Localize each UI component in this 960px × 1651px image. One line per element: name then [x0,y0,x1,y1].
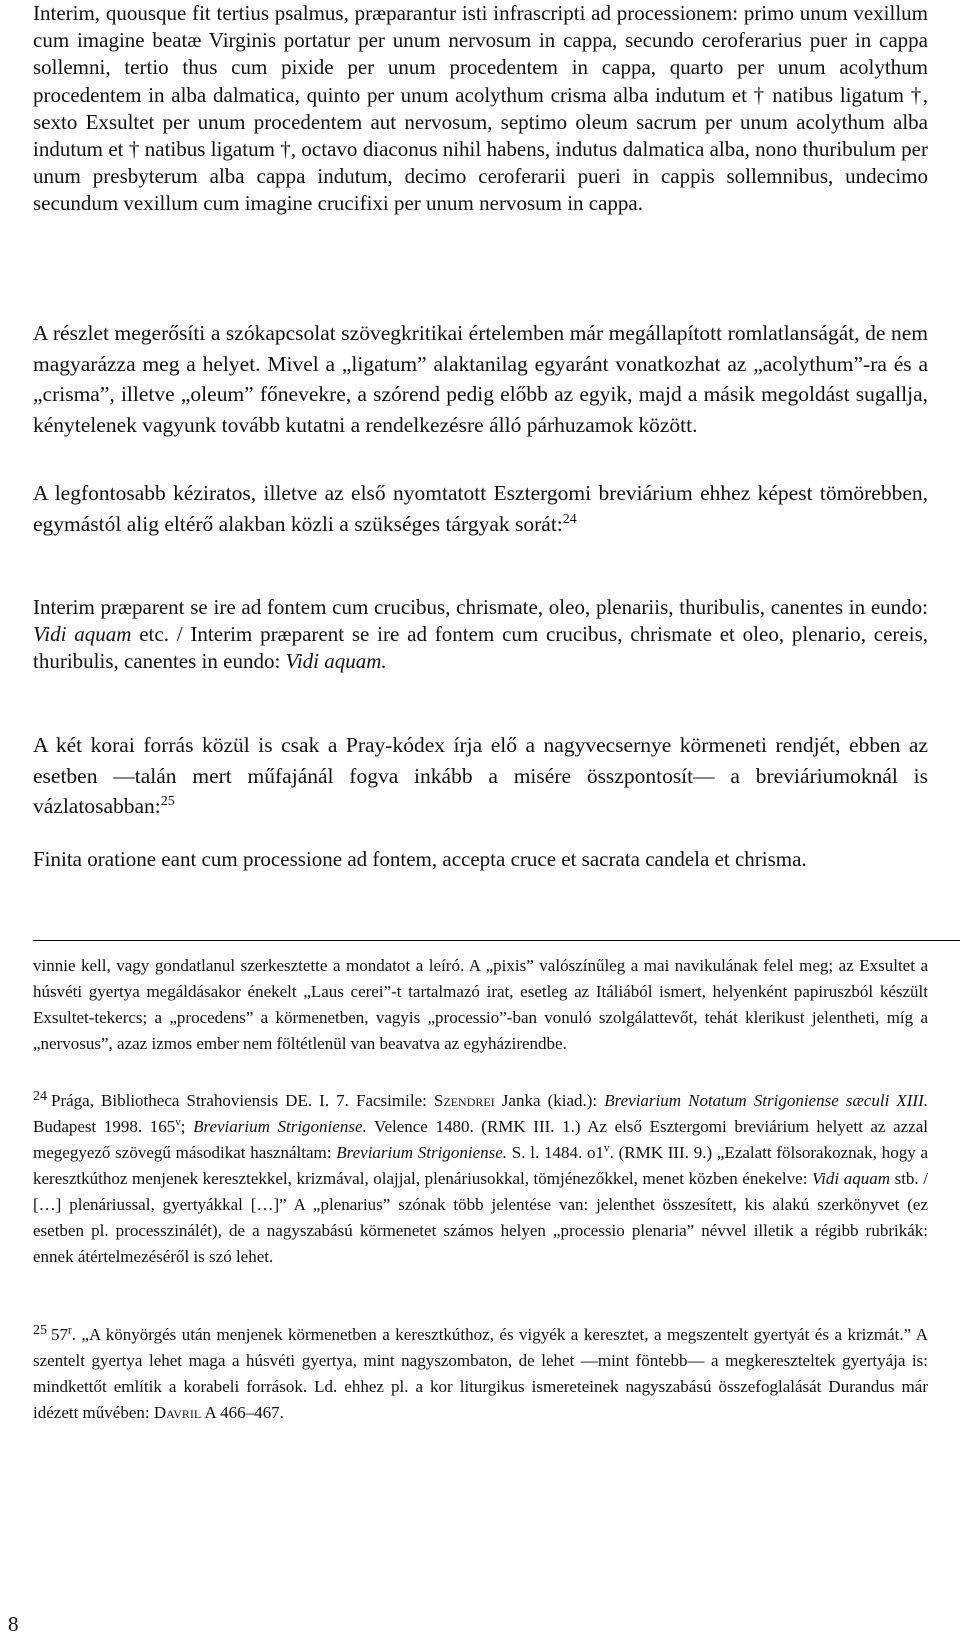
fn24-text-a: Prága, Bibliotheca Strahoviensis DE. I. 7. Facsimile: [51,1091,434,1110]
fn24-sup-2: v [604,1142,610,1155]
footnote-24-number: 24 [33,1089,47,1104]
quote-2-incipit-2: Vidi aquam. [285,649,387,674]
quote-2-part-2: etc. / Interim præparent se ire ad fontem cum crucibus, chrismate et oleo, plenario, cereis, thuribulis, canentes in eundo: [33,622,928,674]
fn24-text-g: . (RMK III. 9.) „Ezalatt fölsorakoznak, hogy a keresztkúthoz menjenek keresztekkel, krizmával, olajjal, plenáriusokkal, tömjénezőkkel, menet közben énekelve: [33,1143,929,1188]
fn24-text-h: stb. / […] plenáriussal, gyertyákkal […]” A „plenarius” szónak több jelentése van: jelenthet összesített, kis alakú szerkönyvet (ez esetben pl. processzinálét), de a nagyszabású körmenetet számos helyen „processio plenaria” névvel illetik a régibb rubrikák: ennek átértelmezéséről is szó lehet. [33,1169,928,1266]
fn24-title-1: Breviarium Notatum Strigoniense sæculi XIII. [604,1091,928,1110]
fn24-author: Szendrei [433,1091,495,1110]
paragraph-3-text: A két korai forrás közül is csak a Pray-kódex írja elő a nagyvecsernye körmeneti rendjét, ebben az esetben —talán mert műfajánál fogva inkább a misére összpontosít— a breviáriumoknál is vázlatosabban: [33,733,928,818]
footnote-continuation: vinnie kell, vagy gondatlanul szerkesztette a mondatot a leíró. A „pixis” valószínűleg a mai navikulának felel meg; az Exsultet a húsvéti gyertya megáldásakor énekelt „Laus cerei”-t tartalmazó irat, esetleg az Itáliából ismert, helyenként papiruszból készült Exsultet-tekercs; a „procedens” a körmenetben, vagyis „processio”-ban vonuló szolgálattevőt, tehát klerikust jelentheti, míg a „nervosus”, azaz izmos ember nem föltétlenül van beavatva az egyházirendbe. [33,956,928,1053]
paragraph-3 [33,730,928,822]
fn24-text-d: ; [180,1117,194,1136]
page-number: 8 [8,1612,19,1636]
footnote-ref-25[interactable]: 25 [160,793,175,809]
paragraph-1: A részlet megerősíti a szókapcsolat szövegkritikai értelemben már megállapított romlatlanságát, de nem magyarázza meg a helyet. Mivel a „ligatum” alaktanilag egyaránt vonatkozhat az „acolythum”-ra és a „crisma”, illetve „oleum” főnevekre, a szórend pedig előbb az egyik, majd a másik megoldást sugallja, kénytelenek vagyunk tovább kutatni a rendelkezésre álló párhuzamok között. [33,321,928,437]
fn25-text-c: A 466–467. [201,1403,284,1422]
footnote-separator [33,940,960,941]
footnote-25 [33,1318,928,1426]
fn24-title-3: Breviarium Strigoniense. [336,1143,508,1162]
footnote-25-number: 25 [33,1323,47,1338]
fn25-author: Davril [153,1403,202,1422]
fn25-text-b: . „A könyörgés után menjenek körmenetben a keresztkúthoz, és vigyék a keresztet, a megszentelt gyertyát és a krizmát.” A szentelt gyertya lehet maga a húsvéti gyertya, mint nagyszombaton, de lehet —mint föntebb— a megkereszteltek gyertyája is: mindkettőt említik a korabeli források. Ld. ehhez pl. a kor liturgikus ismereteinek nagyszabású összefoglalását Durandus már idézett művében: [33,1325,928,1422]
quote-2-incipit-1: Vidi aquam [33,622,132,647]
fn24-text-b: Janka (kiad.): [494,1091,605,1110]
footnote-24 [33,1084,928,1270]
fn25-sup-1: r [68,1324,72,1337]
fn24-text-c: Budapest 1998. 165 [33,1117,176,1136]
latin-quote-1: Interim, quousque fit tertius psalmus, præparantur isti infrascripti ad processionem: primo unum vexillum cum imagine beatæ Virginis portatur per unum nervosum in cappa, secundo ceroferarius puer in cappa sollemni, tertio thus cum pixide per unum procedentem in cappa, quarto per unum acolythum procedentem in alba dalmatica, quinto per unum acolythum crisma alba indutum et † natibus ligatum †, sexto Exsultet per unum procedentem aut nervosum, septimo oleum sacrum per unum acolythum alba indutum et † natibus ligatum †, octavo diaconus nihil habens, indutus dalmatica alba, nono thuribulum per unum presbyterum alba cappa indutum, decimo ceroferarii pueri in cappis sollemnibus, undecimo secundum vexillum cum imagine crucifixi per unum nervosum in cappa. [33,1,928,216]
fn24-text-e: Velence 1480. (RMK III. 1.) Az első Esztergomi breviárium helyett az azzal megegyező szövegű másodikat használtam: [33,1117,928,1162]
fn24-text-f: S. l. 1484. o1 [507,1143,605,1162]
latin-quote-3: Finita oratione eant cum processione ad fontem, accepta cruce et sacrata candela et chrisma. [33,847,807,871]
fn24-sup-1: v [175,1116,181,1129]
fn24-title-2: Breviarium Strigoniense. [193,1117,367,1136]
paragraph-2-text: A legfontosabb kéziratos, illetve az első nyomtatott Esztergomi breviárium ehhez képest tömörebben, egymástól alig eltérő alakban közli a szükséges tárgyak sorát: [33,481,928,536]
fn25-text-a: 57 [51,1325,68,1344]
fn24-title-4: Vidi aquam [812,1169,890,1188]
quote-2-part-1: Interim præparent se ire ad fontem cum crucibus, chrismate, oleo, plenariis, thuribulis, canentes in eundo: [33,595,928,619]
latin-quote-2 [33,594,928,676]
footnote-ref-24[interactable]: 24 [562,511,577,527]
paragraph-2 [33,478,928,539]
